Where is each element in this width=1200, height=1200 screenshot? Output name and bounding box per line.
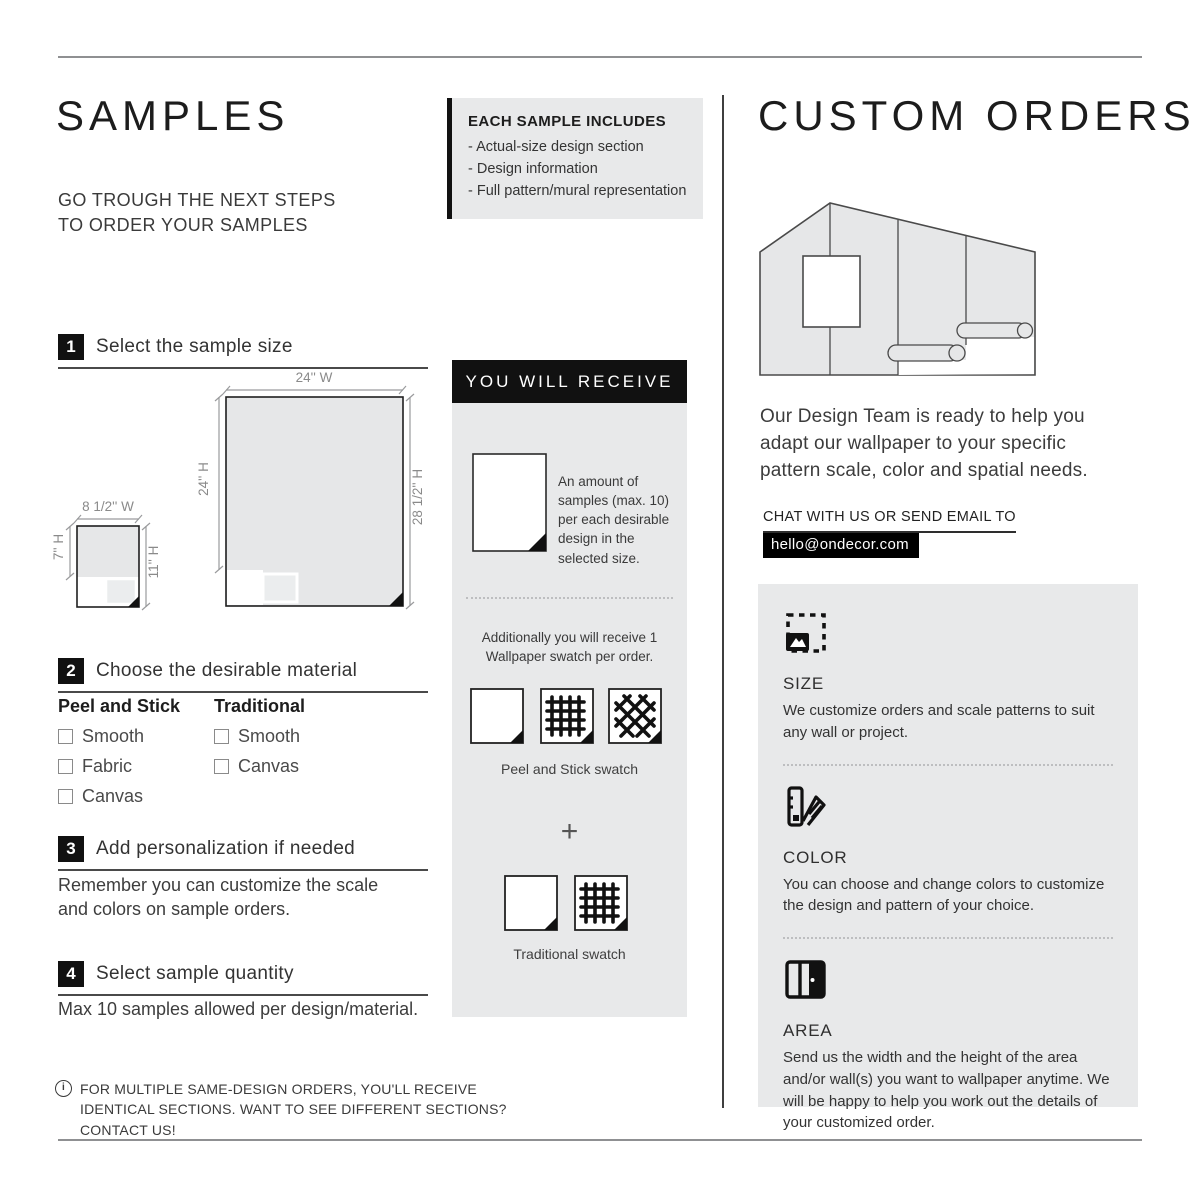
includes-item: - Actual-size design section: [468, 138, 687, 157]
step4-header: [58, 961, 428, 996]
peel-swatch-caption: Peel and Stick swatch: [501, 761, 638, 777]
small-left-height-label: 7'' H: [51, 533, 66, 561]
plain-swatch-icon: [504, 875, 558, 931]
checkbox-icon[interactable]: [214, 759, 229, 774]
crosshatch-pattern-swatch-icon: [608, 688, 662, 744]
large-left-height-label: 24'' H: [196, 462, 211, 496]
option-traditional-canvas[interactable]: [214, 756, 364, 777]
grid-pattern-swatch-icon: [540, 688, 594, 744]
feature-size-title: SIZE: [783, 674, 824, 693]
feature-color-body: You can choose and change colors to customize the design and pattern of your choice.: [783, 875, 1105, 915]
email-link[interactable]: hello@ondecor.com: [763, 533, 919, 558]
wall-illustration: [758, 193, 1043, 379]
plain-swatch-icon: [470, 688, 524, 744]
size-crop-image-icon: [783, 610, 829, 656]
step3-title: Add personalization if needed: [96, 838, 356, 859]
step4-number-badge: 4: [58, 961, 84, 987]
traditional-options: [214, 696, 364, 777]
feature-size-body: We customize orders and scale patterns to suit any wall or project.: [783, 702, 1095, 741]
feature-area-body: Send us the width and the height of the area and/or wall(s) you want to wallpaper anytime. We will be happy to help you work out the details of your customized order.: [783, 1049, 1110, 1132]
includes-item: - Full pattern/mural representation: [468, 182, 687, 201]
top-rule: [58, 56, 1142, 58]
option-peel-fabric[interactable]: [58, 756, 208, 777]
you-will-receive-header: YOU WILL RECEIVE: [452, 360, 687, 403]
large-right-height-label: 28 1/2'' H: [410, 468, 425, 526]
traditional-heading: Traditional: [214, 696, 306, 716]
samples-intro-line2: TO ORDER YOUR SAMPLES: [58, 215, 308, 236]
samples-amount-text: An amount of samples (max. 10) per each desirable design in the selected size.: [558, 474, 670, 566]
plus-sign: +: [560, 815, 579, 848]
option-label: Canvas: [238, 756, 300, 776]
step1-number-badge: 1: [58, 334, 84, 360]
additional-swatch-text: Additionally you will receive 1 Wallpaper swatch per order.: [481, 630, 658, 665]
feature-area-title: AREA: [783, 1021, 833, 1040]
step3-header: [58, 836, 428, 871]
option-label: Smooth: [238, 726, 301, 746]
samples-intro-line1: GO TROUGH THE NEXT STEPS: [58, 190, 336, 210]
includes-title: EACH SAMPLE INCLUDES: [468, 113, 667, 130]
large-sample-sheet: [226, 397, 403, 606]
option-traditional-smooth[interactable]: [214, 726, 364, 747]
sample-size-diagram: [50, 365, 430, 617]
small-sample-sheet: [77, 526, 139, 607]
step2-title: Choose the desirable material: [96, 660, 358, 681]
step3-body: Remember you can customize the scale and colors on sample orders.: [58, 875, 379, 920]
option-peel-smooth[interactable]: [58, 726, 208, 747]
panel-divider: [466, 597, 673, 599]
color-swatches-icon: [783, 784, 829, 830]
checkbox-icon[interactable]: [58, 789, 73, 804]
grid-pattern-swatch-icon: [574, 875, 628, 931]
custom-intro: Our Design Team is ready to help you adapt our wallpaper to your specific pattern scale, color and spatial needs.: [760, 406, 1088, 481]
area-wall-panels-icon: [783, 957, 829, 1003]
footnote-text: FOR MULTIPLE SAME-DESIGN ORDERS, YOU'LL RECEIVE IDENTICAL SECTIONS. WANT TO SEE DIFFERENT SECTIONS? CONTACT US!: [80, 1081, 507, 1138]
step1-header: [58, 334, 428, 369]
step3-number-badge: 3: [58, 836, 84, 862]
you-will-receive-panel: [452, 360, 687, 1017]
sample-sheet-icon: [472, 453, 547, 552]
custom-features-box: [758, 584, 1138, 1132]
wallpaper-roll-icon: [888, 345, 965, 361]
info-icon: [55, 1080, 72, 1097]
peel-and-stick-options: [58, 696, 208, 807]
column-divider: [722, 95, 724, 1108]
samples-intro: [58, 188, 336, 238]
step4-body: Max 10 samples allowed per design/material.: [58, 999, 419, 1019]
checkbox-icon[interactable]: [214, 729, 229, 744]
window: [803, 256, 860, 327]
traditional-swatch-caption: Traditional swatch: [513, 946, 626, 962]
feature-color-title: COLOR: [783, 847, 848, 867]
wallpaper-roll-icon: [957, 323, 1033, 338]
custom-orders-title: CUSTOM ORDERS: [758, 92, 1196, 139]
footnote: [55, 1079, 535, 1140]
small-right-height-label: 11'' H: [146, 545, 161, 579]
step2-header: [58, 658, 428, 693]
peel-and-stick-heading: Peel and Stick: [58, 696, 181, 716]
step1-title: Select the sample size: [96, 336, 293, 357]
option-label: Smooth: [82, 726, 145, 746]
large-width-label: 24'' W: [295, 370, 333, 385]
each-sample-includes-box: [447, 98, 703, 219]
includes-item: - Design information: [468, 160, 687, 179]
option-label: Canvas: [82, 786, 144, 806]
step4-title: Select sample quantity: [96, 963, 294, 984]
chat-label: CHAT WITH US OR SEND EMAIL TO: [763, 509, 1016, 533]
feature-divider: [783, 764, 1113, 766]
checkbox-icon[interactable]: [58, 729, 73, 744]
option-peel-canvas[interactable]: [58, 786, 208, 807]
small-width-label: 8 1/2'' W: [82, 499, 134, 514]
chat-block: [763, 508, 1016, 558]
step2-number-badge: 2: [58, 658, 84, 684]
samples-title: SAMPLES: [56, 92, 290, 139]
option-label: Fabric: [82, 756, 133, 776]
feature-divider: [783, 937, 1113, 939]
checkbox-icon[interactable]: [58, 759, 73, 774]
